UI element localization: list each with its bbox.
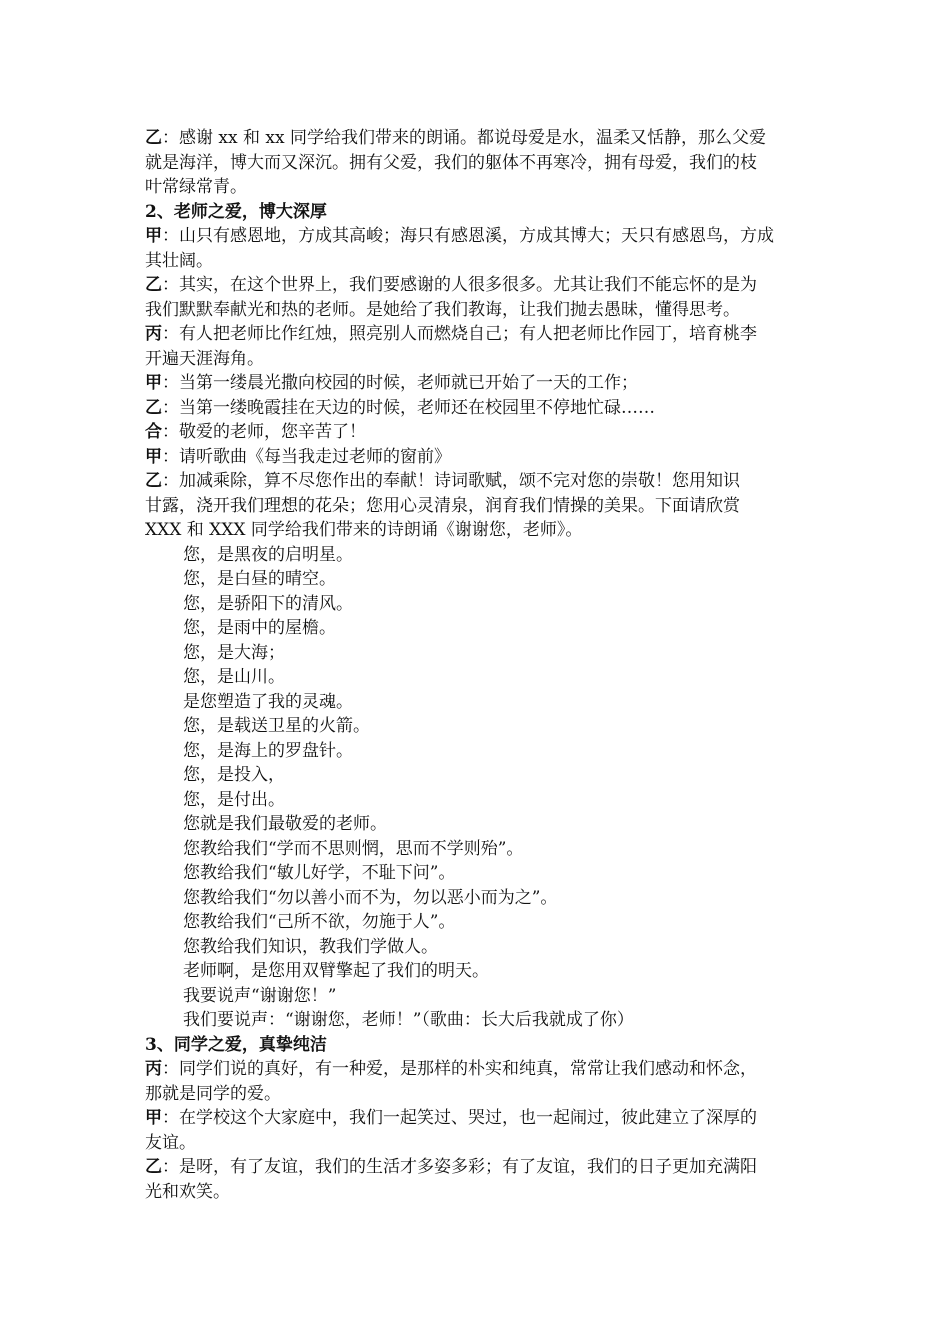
poem-line: 您就是我们最敬爱的老师。: [183, 814, 387, 834]
speaker-label: 丙: [145, 1059, 162, 1079]
dialogue-paragraph: [145, 273, 810, 322]
poem-line: 您教给我们知识，教我们学做人。: [183, 936, 438, 957]
dialogue-text: 甘露，浇开我们理想的花朵；您用心灵清泉，润育我们情操的美果。下面请欣赏: [145, 495, 740, 516]
dialogue-text: 开遍天涯海角。: [145, 348, 264, 369]
dialogue-line: [145, 249, 810, 274]
poem-line: 我要说声“谢谢您！”: [183, 985, 337, 1006]
dialogue-paragraph: [145, 469, 810, 543]
dialogue-line: [145, 494, 810, 519]
dialogue-line: [145, 273, 810, 298]
dialogue-paragraph: [145, 371, 810, 396]
dialogue-text: 叶常绿常青。: [145, 177, 247, 197]
speaker-label: 甲: [145, 373, 162, 393]
poem-line: 您教给我们“己所不欲，勿施于人”。: [183, 912, 456, 932]
poem-line: 老师啊，是您用双臂擎起了我们的明天。: [183, 961, 489, 981]
dialogue-text: 就是海洋，博大而又深沉。拥有父爱，我们的躯体不再寒冷，拥有母爱，我们的枝: [145, 152, 757, 173]
dialogue-text: ：加减乘除，算不尽您作出的奉献！诗词歌赋，颂不完对您的崇敬！您用知识: [162, 471, 740, 491]
speaker-label: 乙: [145, 471, 162, 491]
dialogue-text: 光和欢笑。: [145, 1181, 230, 1202]
poem-line: 您，是载送卫星的火箭。: [183, 716, 370, 736]
section-heading: 2、老师之爱，博大深厚: [145, 201, 327, 222]
dialogue-line: [145, 469, 810, 494]
poem-line: 您教给我们“勿以善小而不为，勿以恶小而为之”。: [183, 887, 558, 908]
speaker-label: 甲: [145, 446, 162, 467]
dialogue-paragraph: [145, 322, 810, 371]
dialogue-text: ：当第一缕晨光撒向校园的时候，老师就已开始了一天的工作；: [162, 373, 638, 393]
dialogue-line: [145, 126, 810, 151]
dialogue-text: ：感谢 xx 和 xx 同学给我们带来的朗诵。都说母爱是水，温柔又恬静，那么父爱: [162, 128, 766, 148]
dialogue-line: [145, 322, 810, 347]
dialogue-line: [145, 1131, 810, 1156]
dialogue-paragraph: [145, 1057, 810, 1106]
speaker-label: 丙: [145, 324, 162, 344]
poem-line: 您，是投入，: [183, 765, 285, 785]
poem-line: 您，是白昼的晴空。: [183, 569, 336, 589]
dialogue-line: [145, 1106, 810, 1131]
dialogue-line: [145, 347, 810, 372]
dialogue-text: XXX 和 XXX 同学给我们带来的诗朗诵《谢谢您，老师》。: [145, 520, 583, 540]
dialogue-paragraph: [145, 396, 810, 421]
poem-line: 您，是山川。: [183, 667, 285, 687]
poem-line: 我们要说声：“谢谢您，老师！”（歌曲：长大后我就成了你）: [183, 1010, 634, 1030]
poem-line: 您教给我们“学而不思则惘，思而不学则殆”。: [183, 838, 524, 859]
poem-block: [145, 543, 810, 1033]
poem-line: 您，是雨中的屋檐。: [183, 618, 336, 638]
poem-line: 是您塑造了我的灵魂。: [183, 691, 353, 712]
dialogue-line: [145, 151, 810, 176]
speaker-label: 乙: [145, 1157, 162, 1177]
dialogue-text: ：有人把老师比作红烛，照亮别人而燃烧自己；有人把老师比作园丁，培育桃李: [162, 324, 757, 344]
dialogue-paragraph: [145, 224, 810, 273]
dialogue-paragraph: [145, 1155, 810, 1204]
speaker-label: 合: [145, 422, 162, 442]
section-heading: 3、同学之爱，真挚纯洁: [145, 1034, 327, 1055]
dialogue-text: ：敬爱的老师，您辛苦了！: [162, 422, 366, 442]
poem-line: 您，是大海；: [183, 642, 285, 663]
dialogue-text: ：同学们说的真好，有一种爱，是那样的朴实和纯真，常常让我们感动和怀念，: [162, 1059, 757, 1079]
dialogue-text: 那就是同学的爱。: [145, 1083, 281, 1104]
poem-line: 您，是骄阳下的清风。: [183, 593, 353, 614]
poem-line: 您，是黑夜的启明星。: [183, 544, 353, 565]
poem-line: 您，是海上的罗盘针。: [183, 740, 353, 761]
dialogue-line: [145, 1082, 810, 1107]
dialogue-line: [145, 1057, 810, 1082]
dialogue-text: ：是呀，有了友谊，我们的生活才多姿多彩；有了友谊，我们的日子更加充满阳: [162, 1157, 757, 1177]
dialogue-line: [145, 518, 810, 543]
dialogue-line: [145, 175, 810, 200]
dialogue-text: ：当第一缕晚霞挂在天边的时候，老师还在校园里不停地忙碌……: [162, 397, 655, 418]
dialogue-paragraph: [145, 445, 810, 470]
dialogue-text: 其壮阔。: [145, 250, 213, 271]
document-body: [145, 126, 810, 1204]
dialogue-line: [145, 371, 810, 396]
dialogue-paragraph: [145, 126, 810, 200]
dialogue-text: 友谊。: [145, 1132, 196, 1153]
poem-line: 您教给我们“敏儿好学，不耻下问”。: [183, 863, 456, 883]
speaker-label: 乙: [145, 128, 162, 148]
dialogue-text: ：山只有感恩地，方成其高峻；海只有感恩溪，方成其博大；天只有感恩鸟，方成: [162, 226, 774, 246]
dialogue-line: [145, 420, 810, 445]
poem-line: 您，是付出。: [183, 789, 285, 810]
dialogue-text: ：其实，在这个世界上，我们要感谢的人很多很多。尤其让我们不能忘怀的是为: [162, 275, 757, 295]
speaker-label: 乙: [145, 275, 162, 295]
speaker-label: 乙: [145, 397, 162, 418]
dialogue-text: 我们默默奉献光和热的老师。是她给了我们教诲，让我们抛去愚昧，懂得思考。: [145, 299, 740, 320]
dialogue-line: [145, 224, 810, 249]
dialogue-line: [145, 396, 810, 421]
speaker-label: 甲: [145, 226, 162, 246]
dialogue-text: ：在学校这个大家庭中，我们一起笑过、哭过，也一起闹过，彼此建立了深厚的: [162, 1108, 757, 1128]
dialogue-line: [145, 298, 810, 323]
dialogue-line: [145, 1155, 810, 1180]
dialogue-line: [145, 445, 810, 470]
dialogue-paragraph: [145, 420, 810, 445]
dialogue-line: [145, 1180, 810, 1205]
dialogue-paragraph: [145, 1106, 810, 1155]
speaker-label: 甲: [145, 1108, 162, 1128]
dialogue-text: ：请听歌曲《每当我走过老师的窗前》: [162, 446, 451, 467]
